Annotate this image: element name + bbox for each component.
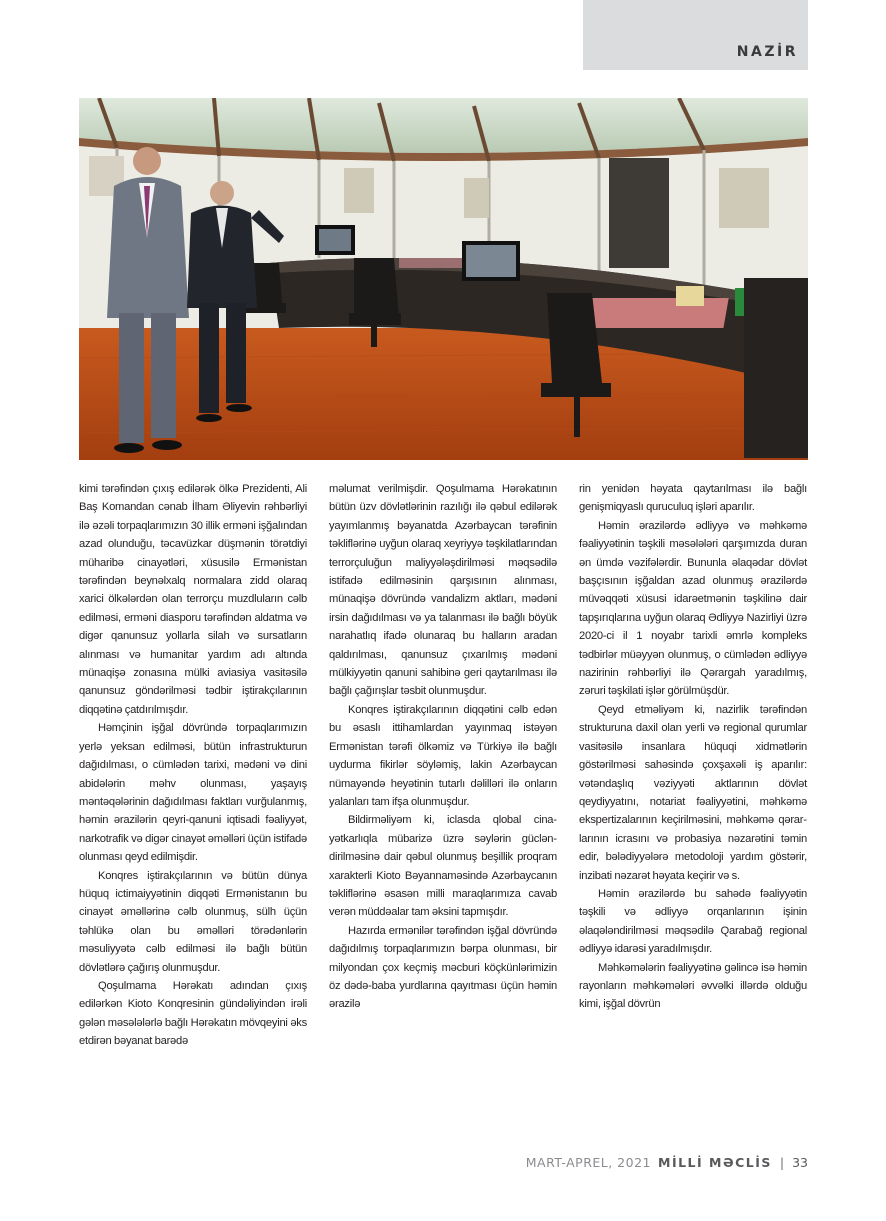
- paragraph: kimi tərəfindən çıxış edilərək ölkə Prezidenti, Ali Baş Komandan cənab İlham Əliyevin rəhbərliyi ilə əzəli torpaqlarımızın 30 illik erməni işğalından azad olunduğu, təcavüzkar düşmənin törətdiyi müharibə cinayətləri, xüsusilə Ermənistan tərəfindən beynəlxalq normalara zidd olaraq xarici ölkələrdən olan terrorçu muzdluların cəlb edilməsi, erməni diasporu tərəfindən aldatma və digər qanunsuz yollarla silah və sursatların alınması və humanitar yardım adı altında münaqişə zonasına mülki aviasiya vasitəsilə qanunsuz göndərilməsi tədbir iştirakçılarının diqqətinə çatdırılmışdır.: [79, 483, 307, 716]
- column-2: [329, 480, 557, 1014]
- paragraph: rin yenidən həyata qaytarılması ilə bağlı genişmiqyaslı quruculuq işləri aparılır.: [579, 483, 807, 514]
- paragraph: Konqres iştirakçılarının diqqətini cəlb edən bu əsaslı ittihamlardan yayınmaq istəyən Ermənistan tərəfi ölkəmiz və Türkiyə ilə bağlı uydurma fikirlər söyləmiş, lakin Azərbaycan nümayəndə heyətinin tutarlı dəlilləri ilə onların yalanları tam ifşa olunmuşdur.: [329, 703, 557, 808]
- paragraph: məlumat verilmişdir. Qoşulmama Hərəkatının bütün üzv dövlətlərinin razılığı ilə qəbul edilərək yayımlanmış bəyanatda Azərbaycan tərəfinin təkliflərinə uyğun olaraq xeyriyyə təşkilatlarından terrorçuluğun maliyyələşdirilməsi məqsədilə istifadə edilməsinin qarşısının alınması, münaqişə dövründə vandalizm aktları, mədəni irsin dağıdılması və ya talanması ilə bağlı böyük narahatlıq ifadə olunaraq bu halların aradan qaldırılması, qanunsuz çıxarılmış mədəni mülkiyyətin qanuni sahibinə geri qaytarılması ilə bağlı çağırışlar təsbit olunmuşdur.: [329, 483, 557, 698]
- footer-separator: |: [779, 1155, 785, 1170]
- paragraph: Qoşulmama Hərəkatı adından çıxış edilərkən Kioto Konqresinin gündəliyindən irəli gələn məsələlərlə bağlı Hərəkatın mövqeyini əks etdirən bəyanat barədə: [79, 979, 307, 1048]
- photo-control-room: [79, 98, 808, 460]
- magazine-title: MİLLİ MƏCLİS: [658, 1155, 772, 1170]
- paragraph: Həmin ərazilərdə bu sahədə fəaliyyətin təşkili və ədliyyə orqanlarının işinin əlaqələndirilməsi məqsədilə Qarabağ regional ədliyyə idarəsi yaradılmışdır.: [579, 887, 807, 956]
- paragraph: Həmin ərazilərdə ədliyyə və məhkəmə fəaliyyətinin təşkili məsələləri qarşımızda duran ən ümdə vəzifələrdir. Bununla əlaqədar dövlət başçısının işğaldan azad olunmuş ərazilərdə müvəqqəti xüsusi idarəetmənin təşkilinə dair tapşırıqlarına uyğun olaraq Ədliyyə Nazirliyi üzrə 2020-ci il 1 noyabr tarixli əmrlə kompleks tədbirlər müəyyən olunmuş, o cümlədən ədliyyə nazirinin rəhbərliyi ilə Qərargah yaradılmış, zəruri təşkilati işlər görülmüşdür.: [579, 519, 807, 698]
- paragraph: Hazırda ermənilər tərəfindən işğal dövründə dağıdılmış torpaqlarımızın bərpa olunması, bir milyondan çox keçmiş məcburi köçkünlərimizin öz dədə-baba yurdlarına qayıtması üçün həmin ərazilə: [329, 924, 557, 1011]
- paragraph: Həmçinin işğal dövründə torpaqlarımızın yerlə yeksan edilməsi, bütün infrastrukturun dağıdılması, o cümlədən tarixi, mədəni və dini abidələrin məhv olunması, yaşayış məntəqələrinin dağıdılması faktları vurğulanmış, həmin ərazilərin qeyri-qanuni iqtisadi fəaliyyət, narkotrafik və digər cinayət əməlləri üçün istifadə olunması qeyd edilmişdir.: [79, 722, 307, 864]
- column-3: [579, 480, 807, 1014]
- paragraph: Məhkəmələrin fəaliyyətinə gəlincə isə həmin rayonların məhkəmələri əvvəlki illərdə olduğu kimi, işğal dövrün: [579, 961, 807, 1011]
- photo-official-visit-control-room-icon: [79, 98, 808, 460]
- page-footer: [526, 1155, 808, 1170]
- article-body: [79, 480, 808, 1120]
- column-1: [79, 480, 307, 1051]
- paragraph: Bildirməliyəm ki, iclasda qlobal cinayətkarlıqla mübarizə üzrə səylərin gücləndirilməsinə dair qəbul olunmuş beşillik proqram xarakterli Kioto Bəyannaməsində Azərbaycanın təkliflərinə əsasən milli maraqlarımıza cavab verən müddəalar tam əksini tapmışdır.: [329, 814, 557, 919]
- paragraph: Konqres iştirakçılarının və bütün dünya hüquq ictimaiyyətinin diqqəti Ermənistanın bu cinayət əməllərinə cəlb olunmuş, sülh üçün təhlükə olan bu əməlləri törədənlərin məsuliyyətə cəlb edilməsi ilə bağlı bütün dövlətlərə çağırış olunmuşdur.: [79, 869, 307, 974]
- paragraph: Qeyd etməliyəm ki, nazirlik tərəfindən strukturuna daxil olan yerli və regional qurumlar vasitəsilə insanlara hüquqi xidmətlərin göstərilməsi sahəsində çoxşaxəli iş aparılır: vətəndaşlıq vəziyyəti aktlarının dövlət qeydiyyatını, notariat fəaliyyətini, məhkəmə ekspertizalarının keçirilməsini, məhkəmə qərarlarının icrasını və probasiya nəzarətini təmin edir, bələdiyyələrə metodoloji yardım göstərir, inzibati nəzarət həyata keçirir və s.: [579, 703, 807, 882]
- page-number: 33: [792, 1155, 808, 1170]
- issue-date: MART-APREL, 2021: [525, 1155, 651, 1170]
- section-tab: [583, 0, 808, 70]
- section-label: NAZİR: [736, 44, 798, 60]
